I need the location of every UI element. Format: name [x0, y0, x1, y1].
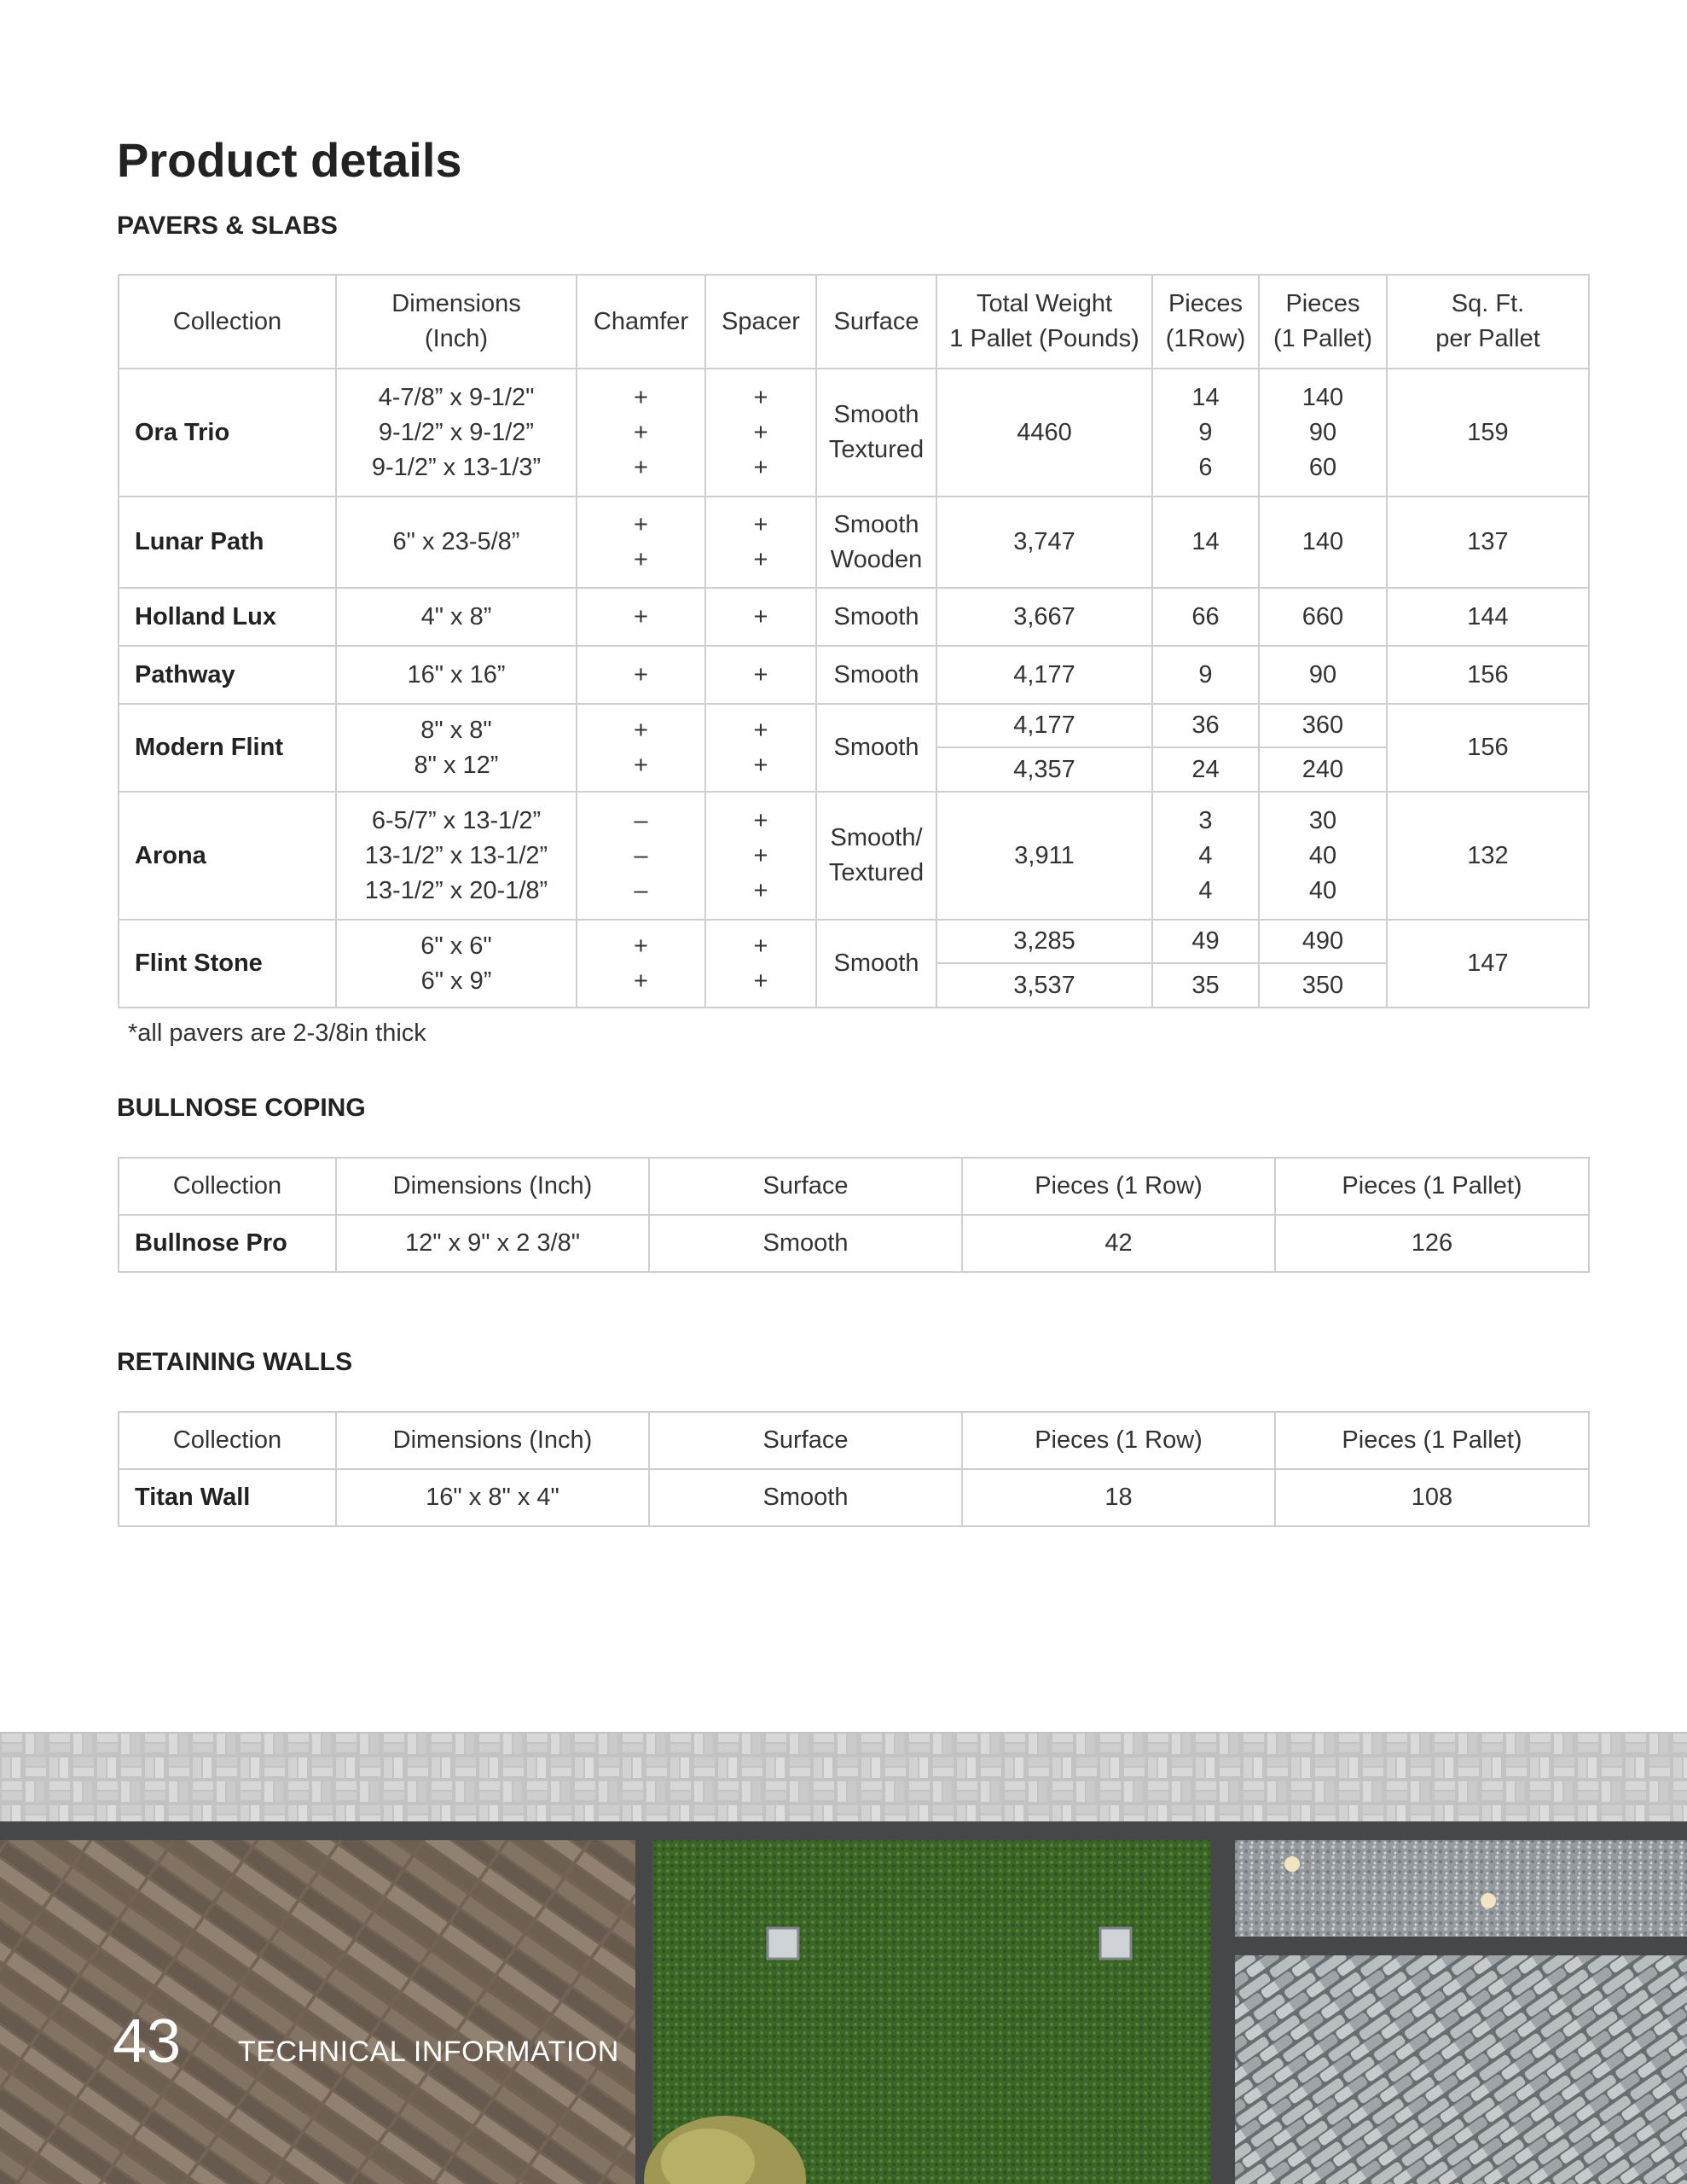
pieces-row-cell: [1152, 588, 1259, 646]
dimensions-cell: [336, 588, 577, 646]
chamfer-cell: [577, 646, 705, 704]
cell-line: +: [753, 545, 768, 573]
cell-line: 3,747: [1013, 528, 1075, 555]
cell-line: 90: [1308, 660, 1337, 688]
header-sqft: Sq. Ft. per Pallet: [1387, 275, 1589, 369]
cell-line: –: [634, 876, 648, 904]
pieces-row-cell: [1152, 497, 1259, 588]
chamfer-cell: [577, 704, 705, 792]
cell-line: +: [753, 932, 768, 960]
table-row: [119, 792, 1589, 920]
cell-line: 40: [1308, 876, 1337, 904]
pieces-pallet-cell: 490: [1259, 920, 1387, 963]
cell-line: 140: [1301, 528, 1344, 555]
cell-line: +: [753, 841, 768, 869]
header-pieces-pallet: Pieces (1 Pallet): [1259, 275, 1387, 369]
cell-line: +: [753, 751, 768, 779]
pieces-pallet-cell: 360: [1259, 704, 1387, 747]
weight-cell: [936, 369, 1152, 497]
cell-line: +: [753, 876, 768, 904]
weight-cell: 4,177: [936, 704, 1152, 747]
dimensions-cell: [336, 792, 577, 920]
collection-name: Holland Lux: [119, 588, 336, 646]
collection-name: Flint Stone: [119, 920, 336, 1008]
weight-cell: 4,357: [936, 747, 1152, 792]
cell-line: +: [634, 716, 648, 744]
pieces-pallet-cell: 126: [1275, 1215, 1589, 1272]
sqft-cell: 147: [1387, 920, 1589, 1008]
pieces-row-cell: 49: [1152, 920, 1259, 963]
spacer-cell: [705, 920, 816, 1008]
cell-line: +: [634, 932, 648, 960]
table-row: [119, 1469, 1589, 1526]
cell-line: 140: [1301, 383, 1344, 411]
spacer-cell: [705, 792, 816, 920]
cell-line: 90: [1308, 418, 1337, 446]
pavers-header-row: [119, 275, 1589, 369]
paving-photo: [0, 1732, 1687, 2184]
paving-photo-illustration: [0, 1732, 1687, 2184]
pavers-heading: PAVERS & SLABS: [117, 212, 338, 240]
header-chamfer: Chamfer: [577, 275, 705, 369]
cell-line: +: [634, 453, 648, 481]
pieces-row-cell: 35: [1152, 963, 1259, 1008]
table-row: [119, 1215, 1589, 1272]
weight-cell: 3,285: [936, 920, 1152, 963]
surface-cell: [816, 792, 936, 920]
cell-line: Smooth: [833, 602, 919, 630]
cell-line: 660: [1301, 602, 1344, 630]
spacer-cell: [705, 369, 816, 497]
header-pieces-row: Pieces (1 Row): [962, 1158, 1275, 1215]
chamfer-cell: [577, 920, 705, 1008]
collection-name: Modern Flint: [119, 704, 336, 792]
cell-line: 4460: [1017, 418, 1072, 446]
cell-line: +: [634, 383, 648, 411]
cell-line: 6-5/7” x 13-1/2”: [371, 806, 542, 834]
pieces-row-cell: 24: [1152, 747, 1259, 792]
cell-line: 40: [1308, 841, 1337, 869]
cell-line: 16" x 16”: [407, 660, 506, 688]
pieces-pallet-cell: 108: [1275, 1469, 1589, 1526]
cell-line: 6" x 6": [420, 932, 492, 960]
header-dimensions: Dimensions (Inch): [336, 1412, 649, 1469]
cell-line: 3,667: [1013, 602, 1075, 630]
cell-line: 9: [1198, 660, 1213, 688]
cell-line: Smooth: [833, 734, 919, 761]
cell-line: +: [753, 967, 768, 995]
weight-cell: [936, 646, 1152, 704]
cell-line: +: [753, 510, 768, 538]
pieces-pallet-cell: [1259, 792, 1387, 920]
table-row: [119, 920, 1589, 963]
cell-line: +: [634, 967, 648, 995]
sqft-cell: 156: [1387, 704, 1589, 792]
cell-line: 8" x 8": [420, 716, 492, 744]
pieces-pallet-cell: [1259, 497, 1387, 588]
surface-cell: [816, 704, 936, 792]
table-row: [119, 704, 1589, 747]
dimensions-cell: [336, 920, 577, 1008]
cell-line: +: [634, 751, 648, 779]
cell-line: +: [753, 453, 768, 481]
cell-line: 30: [1308, 806, 1337, 834]
pieces-row-cell: [1152, 369, 1259, 497]
weight-cell: [936, 497, 1152, 588]
header-total-weight: Total Weight 1 Pallet (Pounds): [936, 275, 1152, 369]
collection-name: Lunar Path: [119, 497, 336, 588]
cell-line: Wooden: [830, 545, 923, 573]
chamfer-cell: [577, 497, 705, 588]
cell-line: 6" x 9”: [420, 967, 492, 995]
table-row: [119, 646, 1589, 704]
table-row: [119, 369, 1589, 497]
dimensions-cell: [336, 646, 577, 704]
surface-cell: [816, 588, 936, 646]
surface-cell: Smooth: [649, 1469, 962, 1526]
cell-line: 8" x 12”: [414, 751, 499, 779]
header-collection: Collection: [119, 1158, 336, 1215]
cell-line: 3,911: [1014, 841, 1075, 869]
cell-line: Smooth/: [830, 824, 923, 851]
collection-name: Pathway: [119, 646, 336, 704]
surface-cell: [816, 497, 936, 588]
walls-header-row: [119, 1412, 1589, 1469]
chamfer-cell: [577, 369, 705, 497]
header-dimensions: Dimensions (Inch): [336, 275, 577, 369]
walls-heading: RETAINING WALLS: [117, 1348, 353, 1376]
cell-line: –: [634, 841, 648, 869]
cell-line: +: [634, 660, 648, 688]
cell-line: +: [753, 806, 768, 834]
header-surface: Surface: [649, 1158, 962, 1215]
header-spacer: Spacer: [705, 275, 816, 369]
cell-line: 6: [1198, 453, 1213, 481]
spacer-cell: [705, 646, 816, 704]
sqft-cell: 144: [1387, 588, 1589, 646]
cell-line: 4" x 8”: [420, 602, 492, 630]
pieces-row-cell: 42: [962, 1215, 1275, 1272]
thickness-note: *all pavers are 2-3/8in thick: [128, 1019, 426, 1047]
spacer-cell: [705, 588, 816, 646]
pieces-row-cell: 36: [1152, 704, 1259, 747]
pieces-pallet-cell: 350: [1259, 963, 1387, 1008]
pieces-pallet-cell: 240: [1259, 747, 1387, 792]
pieces-pallet-cell: [1259, 369, 1387, 497]
header-dimensions: Dimensions (Inch): [336, 1158, 649, 1215]
cell-line: Smooth: [833, 660, 919, 688]
cell-line: 4: [1198, 841, 1213, 869]
sqft-cell: 132: [1387, 792, 1589, 920]
dimensions-cell: 12" x 9" x 2 3/8": [336, 1215, 649, 1272]
cell-line: 4: [1198, 876, 1213, 904]
pavers-table: [118, 274, 1590, 1008]
cell-line: –: [634, 806, 648, 834]
spacer-cell: [705, 704, 816, 792]
spacer-cell: [705, 497, 816, 588]
sqft-cell: 156: [1387, 646, 1589, 704]
weight-cell: [936, 792, 1152, 920]
cell-line: 66: [1191, 602, 1220, 630]
pieces-pallet-cell: [1259, 588, 1387, 646]
cell-line: 6" x 23-5/8”: [392, 528, 520, 555]
collection-name: Arona: [119, 792, 336, 920]
dimensions-cell: [336, 497, 577, 588]
weight-cell: [936, 588, 1152, 646]
header-collection: Collection: [119, 275, 336, 369]
surface-cell: [816, 920, 936, 1008]
cell-line: 9-1/2” x 13-1/3”: [371, 453, 542, 481]
cell-line: Smooth: [833, 401, 919, 428]
collection-name: Titan Wall: [119, 1469, 336, 1526]
cell-line: +: [634, 545, 648, 573]
cell-line: 14: [1191, 383, 1220, 411]
cell-line: +: [634, 510, 648, 538]
cell-line: 13-1/2” x 20-1/8”: [364, 876, 548, 904]
walls-table: [118, 1411, 1590, 1527]
collection-name: Ora Trio: [119, 369, 336, 497]
header-pieces-pallet: Pieces (1 Pallet): [1275, 1412, 1589, 1469]
table-row: [119, 497, 1589, 588]
cell-line: +: [634, 418, 648, 446]
cell-line: 60: [1308, 453, 1337, 481]
cell-line: Textured: [828, 436, 925, 463]
cell-line: +: [634, 602, 648, 630]
footer-section-label: TECHNICAL INFORMATION: [238, 2036, 619, 2068]
pieces-row-cell: [1152, 646, 1259, 704]
cell-line: +: [753, 660, 768, 688]
cell-line: 4,177: [1013, 660, 1075, 688]
coping-heading: BULLNOSE COPING: [117, 1094, 366, 1122]
header-pieces-row: Pieces (1 Row): [962, 1412, 1275, 1469]
header-surface: Surface: [649, 1412, 962, 1469]
cell-line: 3: [1198, 806, 1213, 834]
cell-line: 14: [1191, 528, 1220, 555]
dimensions-cell: [336, 704, 577, 792]
chamfer-cell: [577, 588, 705, 646]
surface-cell: [816, 646, 936, 704]
page-title: Product details: [117, 133, 462, 187]
pieces-row-cell: 18: [962, 1469, 1275, 1526]
dimensions-cell: [336, 369, 577, 497]
cell-line: +: [753, 716, 768, 744]
weight-cell: 3,537: [936, 963, 1152, 1008]
cell-line: Smooth: [833, 950, 919, 977]
sqft-cell: 137: [1387, 497, 1589, 588]
table-row: [119, 588, 1589, 646]
cell-line: +: [753, 383, 768, 411]
cell-line: +: [753, 418, 768, 446]
cell-line: Textured: [828, 859, 925, 886]
cell-line: +: [753, 602, 768, 630]
pieces-row-cell: [1152, 792, 1259, 920]
header-collection: Collection: [119, 1412, 336, 1469]
coping-table: [118, 1157, 1590, 1273]
surface-cell: Smooth: [649, 1215, 962, 1272]
surface-cell: [816, 369, 936, 497]
cell-line: 9-1/2” x 9-1/2”: [378, 418, 535, 446]
page-number: 43: [113, 2007, 182, 2076]
collection-name: Bullnose Pro: [119, 1215, 336, 1272]
cell-line: 9: [1198, 418, 1213, 446]
header-surface: Surface: [816, 275, 936, 369]
cell-line: 4-7/8” x 9-1/2": [378, 383, 535, 411]
dimensions-cell: 16" x 8" x 4": [336, 1469, 649, 1526]
cell-line: Smooth: [833, 510, 919, 538]
coping-header-row: [119, 1158, 1589, 1215]
chamfer-cell: [577, 792, 705, 920]
header-pieces-pallet: Pieces (1 Pallet): [1275, 1158, 1589, 1215]
pieces-pallet-cell: [1259, 646, 1387, 704]
cell-line: 13-1/2” x 13-1/2”: [364, 841, 548, 869]
sqft-cell: 159: [1387, 369, 1589, 497]
header-pieces-row: Pieces (1Row): [1152, 275, 1259, 369]
